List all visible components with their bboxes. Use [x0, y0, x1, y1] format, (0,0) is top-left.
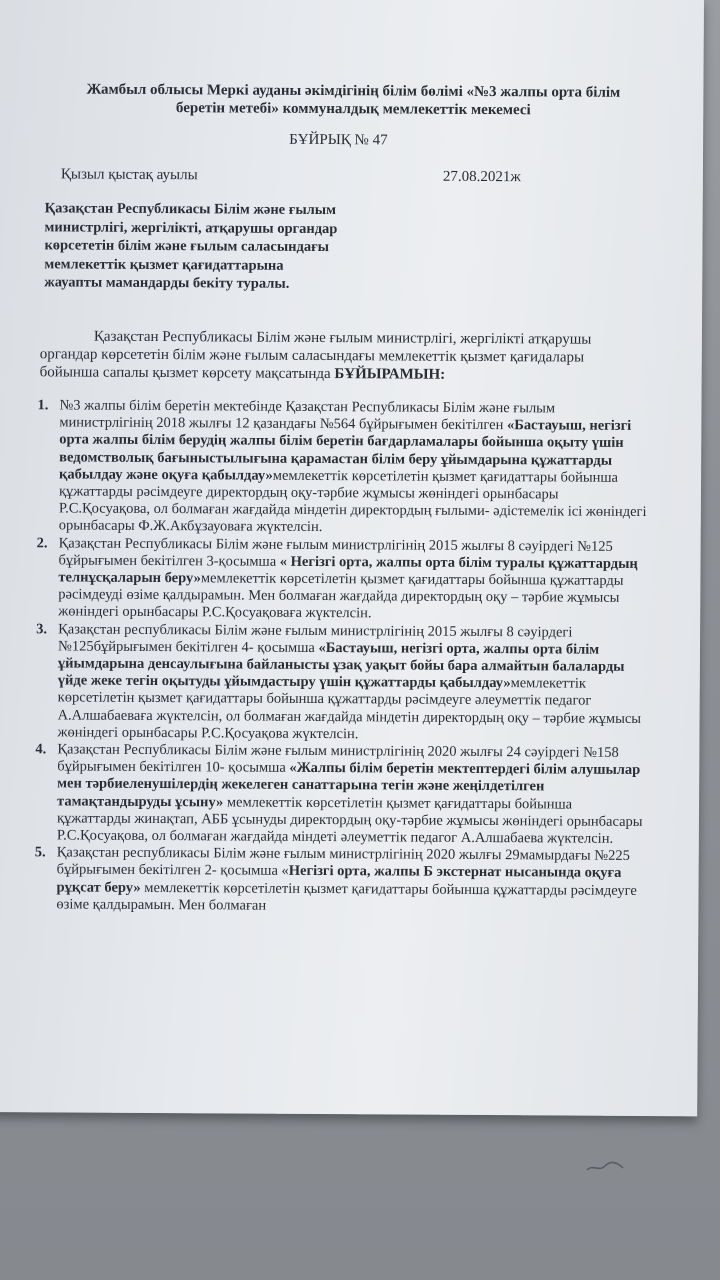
village-name: Қызыл қыстақ ауылы: [60, 166, 198, 184]
list-item: [36, 534, 649, 625]
order-items-list: [34, 397, 649, 917]
item-bold-text: « Негізгі орта, жалпы орта білім туралы құжаттардың телнұсқаларын беру»: [58, 553, 638, 587]
item-text: Қазақстан республикасы Білім және ғылым министрлігінің 2020 жылғы 29мамырдағы №225 бұйрығымен бекітілген 2- қосымша «: [56, 844, 630, 880]
item-text: мемлекеттік көрсетілетін қызмет қағидаттары бойынша құжаттарды рәсімдеуге директордың оқу-тәрбие жұмысы жөніндегі орынбасары Р.С.Қосуақова, ол болмаған жағдайда міндетін директордың ғылыми- әдістемелік ісі жөніндегі орынбасары Ф.Ж.Акбұзауоваға жүктелсін.: [58, 467, 647, 536]
item-text: мемлекеттік көрсетілетін қызмет қағидаттары бойынша құжаттарды рәсімдеуді өзіме қалдырамын. Мен болмаған жағдайда директордың оқу – тәрбие жұмысы жөніндегі орынбасары Р.С.Қосуақоваға жүктелсін.: [58, 570, 624, 622]
item-text: Қазақстан республикасы Білім және ғылым министрлігінің 2015 жылғы 8 сәуірдегі №125бұйрығымен бекітілген 4- қосымша: [57, 621, 573, 656]
item-bold-text: Негізгі орта, жалпы Б экстернат нысанында оқуға рұқсат беру»: [56, 863, 622, 896]
order-date: 27.08.2021ж: [442, 168, 521, 186]
item-number: 2.: [36, 534, 48, 551]
item-bold-text: «Жалпы білім беретін мектептердегі білім алушылар мен тәрбиеленушілердің жекелеген санаттарына тегін және жеңілдетілген тамақтандыруды ұсыну»: [57, 760, 641, 811]
item-text: Қазақстан Республикасы Білім және ғылым министрлігінің 2015 жылғы 8 сәуірдегі №125 бұйрығымен бекітілген 3-қосымша: [58, 535, 613, 570]
item-text: мемлекеттік көрсетілетін қызмет қағидаттары бойынша құжаттарды рәсімдеуге әлеуметтік педагог А.Алшабаеваға жүктелсін, ол болмаған жағдайда міндетін директордың оқу – тәрбие жұмысы жөніндегі орынбасары Р.С.Қосуақова жүктелсін.: [57, 675, 642, 743]
item-text: №3 жалпы білім беретін мектебінде Қазақстан Республикасы Білім және ғылым министрлігінің 2018 жылғы 12 қазандағы №564 бұйрығымен бекітілген: [59, 397, 556, 434]
order-title: БҰЙРЫҚ № 47: [289, 131, 388, 149]
institution-header: Жамбыл облысы Меркі ауданы әкімдігінің білім бөлімі «№3 жалпы орта білім беретін метебі» коммуналдық мемлекеттік мекемесі: [86, 81, 621, 119]
item-text: Қазақстан Республикасы Білім және ғылым министрлігінің 2020 жылғы 24 сәуірдегі №158 бұйрығымен бекітілген 10- қосымша: [57, 741, 619, 777]
item-number: 5.: [34, 844, 46, 861]
item-bold-text: «Бастауыш, негізгі орта, жалпы орта білім ұйымдарына денсаулығына байланысты ұзақ уақыт бойы бара алмайтын балаларды үйде жеке тегін оқытуды ұйымдастыру үшін құжаттарды қабылдау»: [57, 639, 625, 692]
intro-paragraph: [40, 327, 640, 385]
item-text: мемлекеттік көрсетілетін қызмет қағидаттары бойынша құжаттарды рәсімдеуге өзіме қалдырамын. Мен болмаған: [56, 879, 637, 914]
item-text: мемлекеттік көрсетілетін қызмет қағидаттары бойынша құжаттарды жинақтап, АББ ұсынуды директордың оқу-тәрбие жұмысы жөніндегі орынбасары Р.С.Қосуақова, ол болмаған жағдайда міндеті әлеуметтік педагог А.Алшабаева жүктелсін.: [56, 794, 643, 847]
surface-smudge: [585, 1160, 625, 1174]
list-item: [35, 741, 648, 848]
order-subject: Қазақстан Республикасы Білім және ғылым министрлігі, жергілікті, атқарушы органдар көрсететін білім және ғылым саласындағы мемлекеттік қызмет қағидаттарына жауапты мамандарды бекіту туралы.: [44, 200, 338, 292]
item-number: 3.: [36, 620, 48, 637]
list-item: [37, 397, 650, 538]
list-item: [34, 844, 646, 917]
item-number: 4.: [35, 741, 47, 758]
intro-text: Қазақстан Республикасы Білім және ғылым министрлігі, жергілікті атқарушы органдар көрсететін білім және ғылым саласындағы мемлекеттік қызмет қағидалары бойынша сапалы қызмет көрсету мақсатында: [39, 328, 592, 383]
item-bold-text: «Бастауыш, негізгі орта жалпы білім берудің жалпы білім беретін бағдарламалары бойынша оқыту үшін ведомстволық бағыныстылығына қарамастан білім беру ұйымдарына құжаттарды қабылдау және оқуға қабылдау»: [59, 417, 632, 484]
list-item: [36, 620, 648, 745]
intro-command: БҰЙЫРАМЫН:: [334, 366, 446, 383]
item-number: 1.: [37, 397, 49, 414]
